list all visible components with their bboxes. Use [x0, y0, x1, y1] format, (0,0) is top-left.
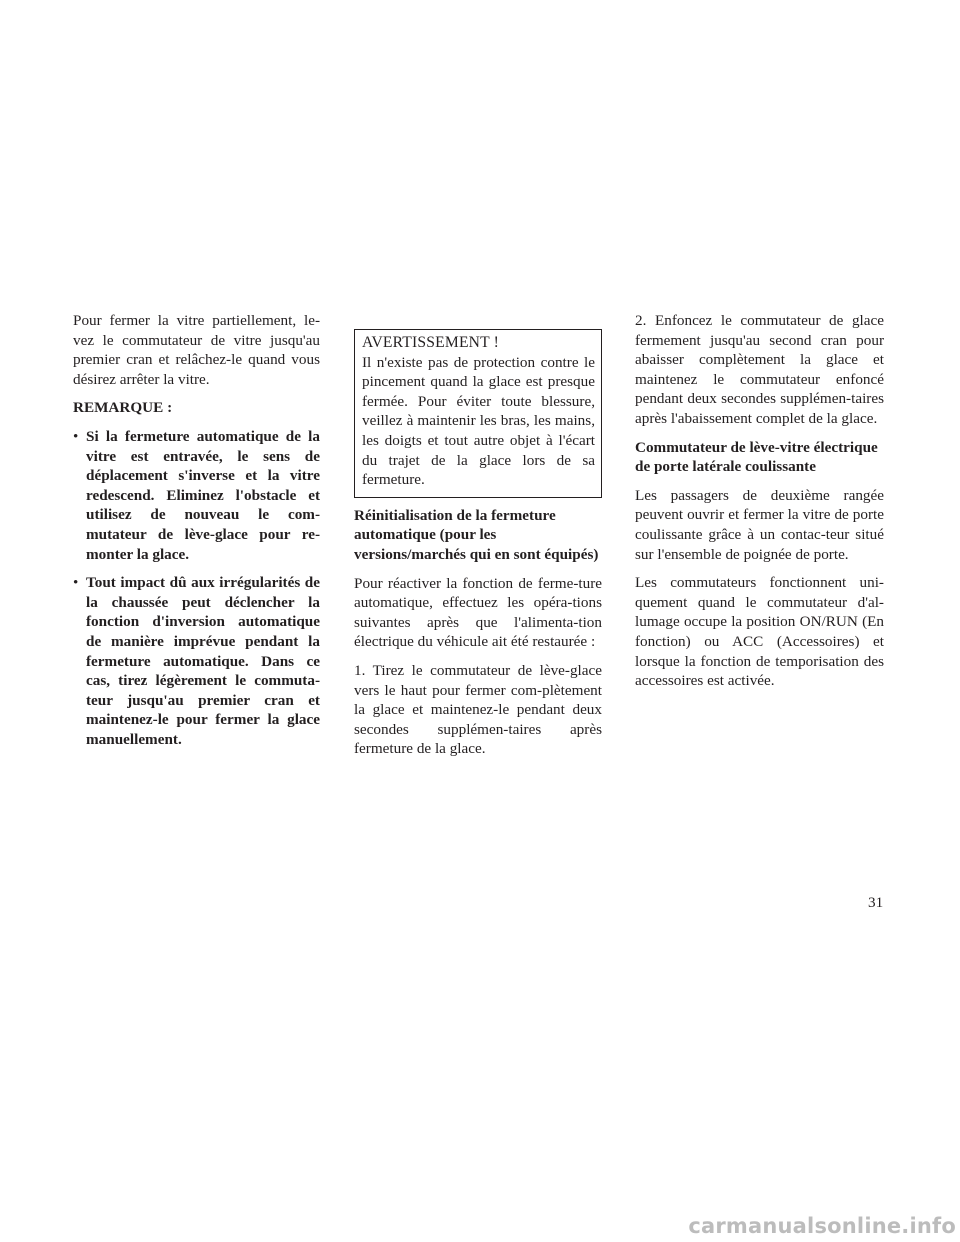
note-bullet-item [73, 427, 320, 564]
bullet-icon: • [73, 574, 79, 592]
watermark-logo: carmanualsonline.info [688, 1214, 956, 1238]
bullet-icon: • [73, 427, 79, 445]
reset-paragraph: Pour réactiver la fonction de ferme-ture automatique, effectuez les opéra-tions suivantes après que l'alimenta-tion électrique du véhicule ait été restaurée : [354, 574, 602, 651]
note-bullet-text: Tout impact dû aux irrégularités de la chaussée peut déclencher la fonction d'inversion automatique de manière imprévue pendant la fermeture automatique. Dans ce cas, tirez légèrement le commuta-teur jusqu'au premier cran et maintenez-le pour fermer la glace manuellement. [86, 574, 320, 748]
intro-paragraph: Pour fermer la vitre partiellement, le-vez le commutateur de vitre jusqu'au premier cran et relâchez-le quand vous désirez arrêter la vitre. [73, 312, 320, 388]
note-bullet-item [73, 573, 320, 749]
note-bullet-text: Si la fermeture automatique de la vitre est entravée, le sens de déplacement s'inverse et la vitre redescend. Eliminez l'obstacle et utilisez de nouveau le com-mutateur de lève-glace pour re-monter la glace. [86, 427, 320, 563]
sliding-door-paragraph-2: Les commutateurs fonctionnent uni-quement quand le commutateur d'al-lumage occupe la position ON/RUN (En fonction) ou ACC (Accessoires) et lorsque la fonction de temporisation des accessoires est activée. [635, 574, 884, 690]
column-left [73, 311, 320, 758]
note-bullet-list [73, 427, 320, 750]
page-number: 31 [868, 894, 884, 911]
column-right [635, 311, 884, 700]
column-middle [354, 329, 602, 768]
sliding-door-paragraph-1: Les passagers de deuxième rangée peuvent ouvrir et fermer la vitre de porte coulissante grâce à un contac-teur situé sur l'ensemble de poignée de porte. [635, 486, 884, 563]
section-heading-sliding-door: Commutateur de lève-vitre électrique de porte latérale coulissante [635, 438, 878, 476]
warning-box [354, 329, 602, 498]
note-label: REMARQUE : [73, 399, 173, 417]
section-heading-reset: Réinitialisation de la fermeture automatique (pour les versions/marchés qui en sont équipés) [354, 506, 599, 563]
warning-text: Il n'existe pas de protection contre le pincement quand la glace est presque fermée. Pour éviter toute blessure, veillez à maintenir les bras, les mains, les doigts et tout autre objet à l'écart du trajet de la glace lors de sa fermeture. [362, 353, 595, 489]
reset-step-1: 1. Tirez le commutateur de lève-glace vers le haut pour fermer com-plètement la glace et maintenez-le pendant deux secondes supplémen-taires après fermeture de la glace. [354, 661, 602, 758]
warning-title: AVERTISSEMENT ! [362, 334, 500, 351]
reset-step-2: 2. Enfoncez le commutateur de glace fermement jusqu'au second cran pour abaisser complètement la glace et maintenez le commutateur enfoncé pendant deux secondes supplémen-taires après l'abaissement complet de la glace. [635, 312, 884, 427]
